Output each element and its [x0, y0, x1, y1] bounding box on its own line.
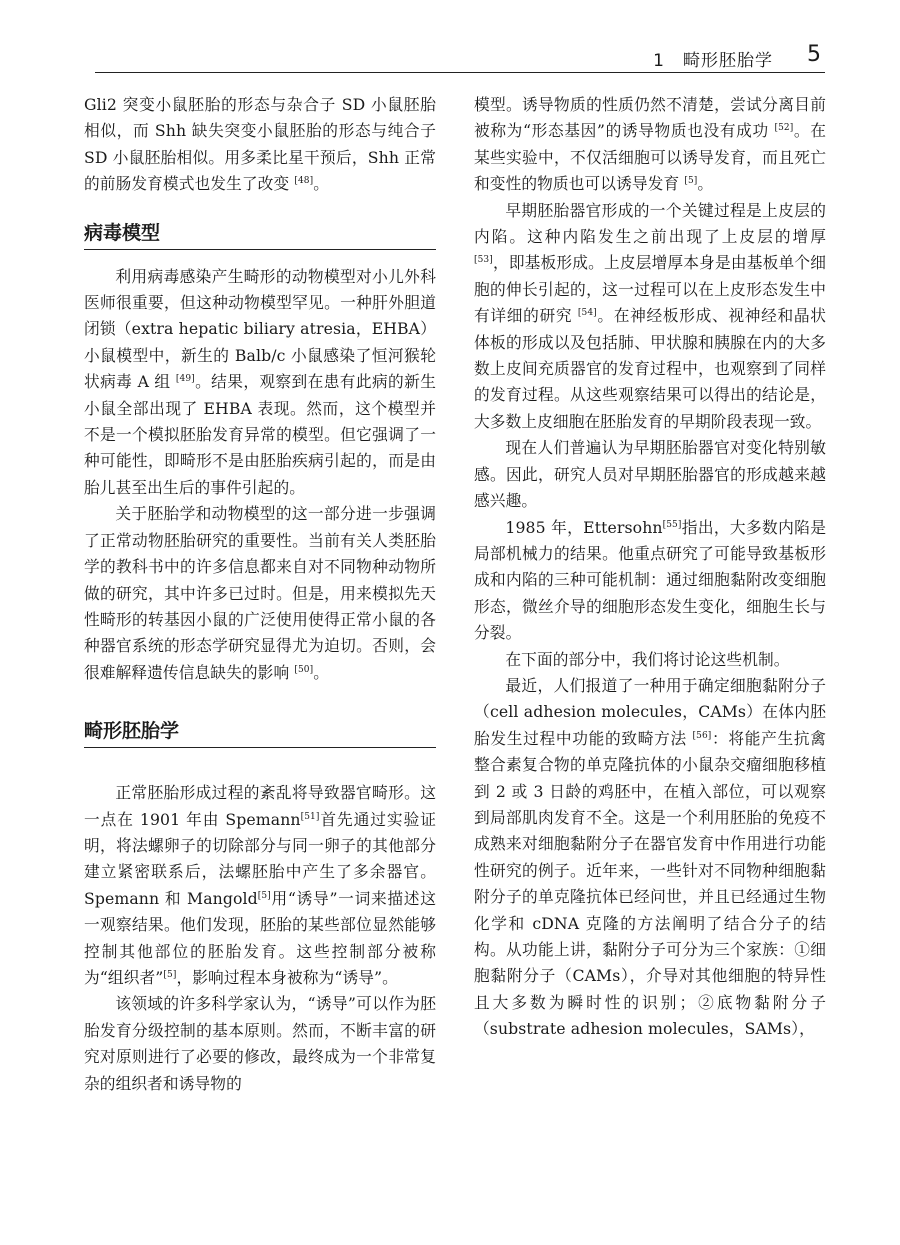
paragraph-field — [84, 991, 436, 1097]
text: 现在人们普遍认为早期胚胎器官对变化特别敏感。因此，研究人员对早期胚胎器官的形成越来越感兴趣。 — [474, 438, 826, 511]
text: 关于胚胎学和动物模型的这一部分进一步强调了正常动物胚胎研究的重要性。当前有关人类胚胎学的教科书中的许多信息都来自对不同物种动物所做的研究，其中许多已过时。但是，用来模拟先天性畸形的转基因小鼠的广泛使用使得正常小鼠的各种器官系统的形态学研究显得尤为迫切。否则，会很难解释遗传信息缺失的影响 — [84, 504, 436, 682]
paragraph-ettersohn — [474, 515, 826, 647]
text: 模型。诱导物质的性质仍然不清楚，尝试分离目前被称为“形态基因”的诱导物质也没有成功 — [474, 95, 826, 141]
text: 正常胚胎形成过程的紊乱将导致器官畸形。这一点在 1901 年由 Spemann — [84, 783, 436, 829]
text: 最近，人们报道了一种用于确定细胞黏附分子（cell adhesion molecules，CAMs）在体内胚胎发生过程中功能的致畸方法 — [474, 675, 826, 748]
text: 利用病毒感染产生畸形的动物模型对小儿外科医师很重要，但这种动物模型罕见。一种肝外胆道闭锁（extra hepatic biliary atresia，EHBA）小鼠模型中，新生的 Balb/c 小鼠感染了恒河猴轮状病毒 A 组 — [84, 266, 436, 392]
text: 。 — [697, 174, 714, 194]
citation: [5] — [163, 969, 177, 980]
paragraph-normal-embryo — [84, 780, 436, 991]
citation: [54] — [577, 308, 597, 319]
text: 。在神经板形成、视神经和晶状体板的形成以及包括肺、甲状腺和胰腺在内的大多数上皮间充质器官的发育过程中，也观察到了同样的发育过程。从这些观察结果可以得出的结论是，大多数上皮细胞在胚胎发育的早期阶段表现一致。 — [474, 306, 826, 431]
text: ，影响过程本身被称为“诱导”。 — [176, 967, 398, 987]
paragraph-virus — [84, 264, 436, 502]
text: 。 — [313, 662, 330, 682]
paragraph-gli2 — [84, 92, 436, 198]
paragraph-model-continued — [474, 92, 826, 198]
text: 。在某些实验中，不仅活细胞可以诱导发育，而且死亡和变性的物质也可以诱导发育 — [474, 121, 826, 194]
citation: [5] — [257, 890, 271, 901]
citation: [53] — [474, 255, 493, 266]
text: 1985 年，Ettersohn — [505, 517, 663, 537]
citation: [5] — [684, 176, 698, 187]
text: ，即基板形成。上皮层增厚本身是由基板单个细胞的伸长引起的，这一过程可以在上皮形态发生中有详细的研究 — [474, 253, 826, 326]
right-column — [474, 92, 826, 1043]
text: 。 — [313, 174, 330, 194]
paragraph-below — [474, 647, 826, 673]
text: Gli2 突变小鼠胚胎的形态与杂合子 SD 小鼠胚胎相似，而 Shh 缺失突变小鼠胚胎的形态与纯合子 SD 小鼠胚胎相似。用多柔比星干预后，Shh 正常的前肠发育模式也发生了改变 — [84, 95, 436, 194]
citation: [52] — [774, 123, 794, 134]
citation: [56] — [692, 730, 712, 741]
running-header — [95, 42, 825, 73]
text: 。结果，观察到在患有此病的新生小鼠全部出现了 EHBA 表现。然而，这个模型并不是一个模拟胚胎发育异常的模型。但它强调了一种可能性，即畸形不是由胚胎疾病引起的，而是由胎儿甚至出生后的事件引起的。 — [84, 372, 436, 497]
chapter-title: 1 畸形胚胎学 — [653, 51, 773, 71]
text: 指出，大多数内陷是局部机械力的结果。他重点研究了可能导致基板形成和内陷的三种可能机制：通过细胞黏附改变细胞形态，微丝介导的细胞形态发生变化，细胞生长与分裂。 — [474, 517, 826, 643]
paragraph-early-organ — [474, 198, 826, 436]
paragraph-sensitivity — [474, 435, 826, 514]
text: 早期胚胎器官形成的一个关键过程是上皮层的内陷。这种内陷发生之前出现了上皮层的增厚 — [474, 200, 826, 247]
section-heading-teratology: 畸形胚胎学 — [84, 716, 436, 748]
text: 用“诱导”一词来描述这一观察结果。他们发现，胚胎的某些部位显然能够控制其他部位的胚胎发育。这些控制部分被称为“组织者” — [84, 888, 436, 987]
paragraph-embryology — [84, 501, 436, 686]
citation: [48] — [294, 176, 314, 187]
paragraph-cams — [474, 673, 826, 1043]
citation: [51] — [300, 811, 320, 822]
text: 在下面的部分中，我们将讨论这些机制。 — [505, 649, 790, 669]
text: 首先通过实验证明，将法螺卵子的切除部分与同一卵子的其他部分建立紧密联系后，法螺胚胎中产生了多余器官。Spemann 和 Mangold — [84, 809, 437, 908]
left-column — [84, 92, 436, 1097]
text: 该领域的许多科学家认为，“诱导”可以作为胚胎发育分级控制的基本原则。然而，不断丰富的研究对原则进行了必要的修改，最终成为一个非常复杂的组织者和诱导物的 — [84, 994, 436, 1093]
citation: [50] — [294, 664, 314, 675]
page-number: 5 — [807, 42, 821, 67]
citation: [49] — [175, 374, 195, 385]
text: ：将能产生抗禽整合素复合物的单克隆抗体的小鼠杂交瘤细胞移植到 2 或 3 日龄的鸡胚中，在植入部位，可以观察到局部肌肉发育不全。这是一个利用胚胎的免疫不成熟来对细胞黏附分子在器官发育中作用进行功能性研究的例子。近年来，一些针对不同物种细胞黏附分子的单克隆抗体已经问世，并且已经通过生物化学和 cDNA 克隆的方法阐明了结合分子的结构。从功能上讲，黏附分子可分为三个家族：①细胞黏附分子（CAMs），介导对其他细胞的特异性且大多数为瞬时性的识别；②底物黏附分子（substrate adhesion molecules，SAMs）， — [474, 728, 826, 1039]
section-heading-virus-model: 病毒模型 — [84, 218, 436, 250]
citation: [55] — [662, 519, 682, 530]
